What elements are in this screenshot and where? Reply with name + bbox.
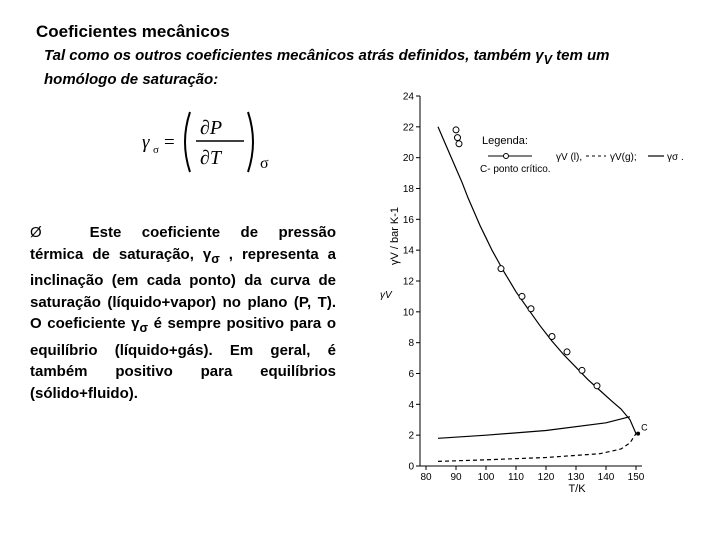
formula-equals: = (164, 132, 175, 153)
data-point (453, 127, 459, 133)
y-tick-label: 20 (402, 153, 414, 165)
explanation-paragraph (30, 222, 336, 404)
y-tick-label: 10 (402, 307, 414, 319)
data-point (455, 135, 461, 141)
gamma-sigma-symbol-2 (131, 315, 149, 335)
gamma-v-subscript: V (543, 53, 552, 67)
legend-entry-liquid: γV (l), (556, 152, 583, 163)
gamma-glyph: γ (535, 47, 544, 64)
gamma-glyph-1: γ (202, 245, 212, 263)
formula-left-paren (185, 112, 190, 172)
sigma-subscript-1: σ (211, 251, 220, 266)
series-line-2 (438, 434, 636, 462)
intro-prefix: Tal como os outros coeficientes mecânicos atrás definidos, também (44, 47, 536, 64)
paragraph-part-2: , representa a inclinação (em cada ponto) da curva de saturação (líquido+vapor) no plano (P, T). O coeficiente (30, 245, 336, 332)
legend-entry-gas: γV(g); (610, 152, 637, 163)
chart-series (438, 127, 648, 462)
data-point (579, 367, 585, 373)
y-tick-label: 16 (402, 214, 414, 226)
paragraph-part-3: é sempre positivo para o equilíbrio (líquido+gás). Em geral, é também positivo para equilíbrios (sólido+fluido). (30, 315, 336, 402)
y-tick-label: 18 (402, 184, 414, 195)
chart-axes (403, 92, 645, 484)
legend-title: Legenda: (482, 135, 528, 147)
y-tick-label: 24 (402, 91, 414, 103)
x-tick-label: 90 (450, 472, 462, 483)
data-point (528, 306, 534, 312)
y-tick-label: 6 (408, 369, 414, 380)
y-tick-label: 22 (402, 122, 414, 134)
data-point (456, 141, 462, 147)
y-axis-inner-label: γV (380, 290, 392, 301)
y-tick-label: 8 (408, 338, 414, 350)
saturation-coefficient-formula (140, 102, 300, 182)
formula-right-paren (248, 112, 253, 172)
arrow-bullet-icon: Ø (30, 224, 42, 241)
x-tick-label: 150 (627, 472, 645, 483)
formula-lhs-sub: σ (153, 144, 159, 156)
data-point (519, 293, 525, 299)
formula-lhs: γ (142, 132, 150, 153)
chart-legend (480, 135, 684, 175)
gamma-sigma-symbol-1 (202, 245, 220, 266)
intro-suffix: tem um homólogo de saturação: (44, 47, 610, 88)
intro-text (44, 46, 674, 89)
y-tick-label: 14 (402, 245, 414, 257)
y-tick-label: 0 (408, 461, 414, 473)
formula-numerator: ∂P (200, 117, 223, 139)
x-tick-label: 100 (477, 472, 495, 483)
formula-sub: σ (260, 155, 269, 172)
data-point (564, 349, 570, 355)
data-point (594, 383, 600, 389)
gamma-glyph-2: γ (131, 315, 140, 332)
x-tick-label: 110 (508, 472, 524, 483)
series-line-3 (438, 417, 630, 439)
x-tick-label: 120 (537, 472, 555, 483)
data-point (498, 266, 504, 272)
y-tick-label: 12 (402, 276, 414, 288)
y-tick-label: 4 (408, 399, 414, 411)
x-tick-label: 140 (597, 472, 615, 483)
sigma-subscript-2: σ (139, 321, 149, 335)
y-axis-title: γV / bar K-1 (389, 206, 401, 266)
legend-entry-sigma: γσ . (667, 152, 684, 163)
x-tick-label: 80 (420, 472, 432, 483)
x-tick-label: 130 (567, 472, 585, 483)
data-point (549, 334, 555, 340)
x-axis-title: T/K (568, 483, 586, 495)
slide-title: Coeficientes mecânicos (36, 22, 230, 41)
critical-point-label: C (641, 422, 648, 433)
gamma-v-symbol (535, 47, 552, 67)
y-tick-label: 2 (408, 430, 414, 442)
paragraph-part-1: Este coeficiente de pressão térmica de saturação, (30, 224, 336, 263)
critical-point-marker (636, 432, 640, 436)
legend-marker-liquid (504, 154, 509, 159)
gamma-vs-temperature-chart (380, 88, 700, 500)
legend-note: C- ponto crítico. (480, 164, 551, 175)
formula-denominator: ∂T (200, 147, 222, 169)
